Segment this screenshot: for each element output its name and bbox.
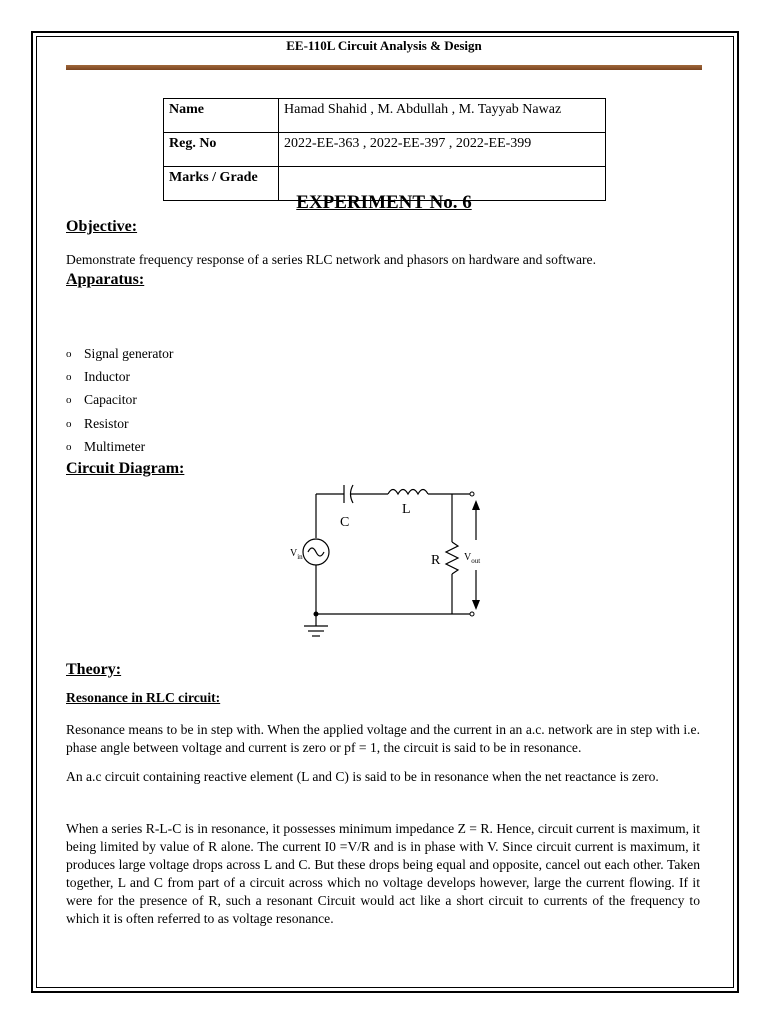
vout-label [464, 552, 480, 565]
name-value: Hamad Shahid , M. Abdullah , M. Tayyab Nawaz [279, 99, 606, 133]
resistor-icon [446, 542, 458, 574]
arrow-down-icon [472, 600, 480, 610]
reg-no-label: Reg. No [164, 133, 279, 167]
theory-subheading: Resonance in RLC circuit: [66, 690, 221, 705]
circuit-diagram-heading: Circuit Diagram: [66, 460, 185, 477]
table-row [164, 133, 606, 167]
inductor-label: L [402, 502, 411, 517]
list-item [66, 389, 173, 412]
name-label: Name [164, 99, 279, 133]
output-terminal-icon [470, 492, 474, 496]
apparatus-list [66, 342, 173, 458]
resistor-label: R [431, 553, 441, 568]
vout-subscript: out [471, 557, 481, 565]
table-row [164, 99, 606, 133]
objective-heading: Objective: [66, 218, 138, 235]
student-info-table [163, 98, 606, 201]
bullet-icon: o [66, 440, 72, 453]
vin-label [290, 548, 303, 561]
theory-paragraph: An a.c circuit containing reactive element (L and C) is said to be in resonance when the net reactance is zero. [66, 769, 659, 784]
list-item [66, 435, 173, 458]
theory-paragraph: When a series R-L-C is in resonance, it possesses minimum impedance Z = R. Hence, circuit current is maximum, it being limited by value of R alone. The current I0 =V/R and is in phase with V. Since circuit current is maximum, it produces large voltage drops across L and C. But these drops being equal and opposite, cancel out each other. Taken together, L and C from part of a circuit across which no voltage develops however, large the current flowing. If it were for the presence of R, such a resonant Circuit would act like a short circuit to currents of the frequency to which it is often referred to as voltage resonance. [66, 821, 700, 926]
list-item [66, 342, 173, 365]
list-item [66, 412, 173, 435]
theory-heading: Theory: [66, 661, 122, 678]
node-dot-icon [314, 612, 319, 617]
vin-subscript: in [297, 553, 303, 561]
list-item-label: Resistor [84, 415, 129, 431]
bullet-icon: o [66, 417, 72, 430]
list-item-label: Multimeter [84, 438, 146, 454]
list-item-label: Inductor [84, 368, 131, 384]
output-terminal-icon [470, 612, 474, 616]
vout-letter: V [464, 552, 472, 563]
list-item-label: Signal generator [84, 345, 174, 361]
arrow-up-icon [472, 500, 480, 510]
apparatus-heading: Apparatus: [66, 271, 145, 288]
theory-paragraph: Resonance means to be in step with. When the applied voltage and the current in an a.c. network are in step with i.e. phase angle between voltage and current is zero or pf = 1, the circuit is said to be in resonance. [66, 722, 700, 755]
capacitor-label: C [340, 515, 350, 530]
experiment-title: EXPERIMENT No. 6 [296, 192, 472, 213]
course-title: EE-110L Circuit Analysis & Design [286, 38, 482, 53]
bullet-icon: o [66, 347, 72, 360]
bullet-icon: o [66, 370, 72, 383]
bullet-icon: o [66, 394, 72, 407]
marks-label: Marks / Grade [164, 167, 279, 201]
list-item [66, 365, 173, 388]
reg-no-value: 2022-EE-363 , 2022-EE-397 , 2022-EE-399 [279, 133, 606, 167]
header-rule [66, 65, 702, 70]
vin-letter: V [290, 548, 298, 559]
rlc-circuit-diagram [290, 480, 500, 650]
sine-wave-icon [308, 548, 324, 556]
objective-text: Demonstrate frequency response of a series RLC network and phasors on hardware and software. [66, 252, 596, 267]
list-item-label: Capacitor [84, 392, 137, 408]
inductor-coil-icon [388, 490, 428, 495]
